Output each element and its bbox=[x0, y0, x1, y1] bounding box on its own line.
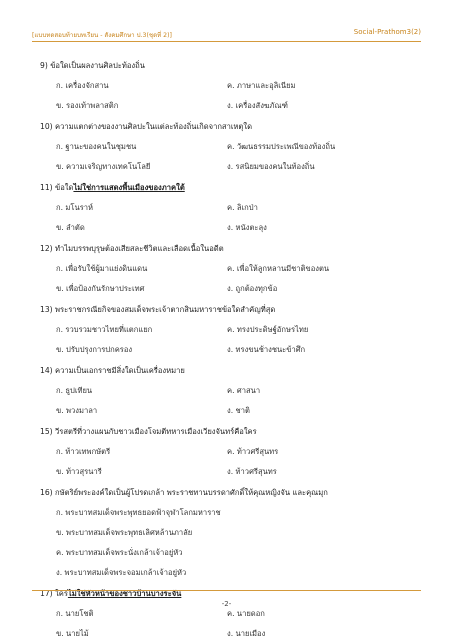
option-row bbox=[40, 462, 420, 482]
option-d[interactable]: ง. พระบาทสมเด็จพระจอมเกล้าเจ้าอยู่หัว bbox=[56, 568, 187, 577]
option-b[interactable]: ข. ปรับปรุงการปกครอง bbox=[56, 345, 133, 354]
option-row bbox=[40, 137, 420, 157]
option-a[interactable]: ก. มโนราห์ bbox=[56, 203, 94, 212]
option-a[interactable]: ก. พระบาทสมเด็จพระพุทธยอดฟ้าจุฬาโลกมหาราช bbox=[56, 508, 221, 517]
option-a[interactable]: ก. ฐานะของคนในชุมชน bbox=[56, 142, 137, 151]
option-row bbox=[40, 320, 420, 340]
page-header bbox=[32, 27, 421, 41]
option-d[interactable]: ง. ชาติ bbox=[227, 406, 250, 415]
option-row bbox=[40, 523, 420, 543]
option-a[interactable]: ก. เครื่องจักสาน bbox=[56, 81, 109, 90]
header-code: Social-Prathom3(2) bbox=[353, 28, 421, 36]
option-b[interactable]: ข. พระบาทสมเด็จพระพุทธเลิศหล้านภาลัย bbox=[56, 528, 193, 537]
option-c[interactable]: ค. ลิเกป่า bbox=[227, 203, 258, 212]
option-c[interactable]: ค. ท้าวศรีสุนทร bbox=[227, 447, 279, 456]
option-c[interactable]: ค. พระบาทสมเด็จพระนั่งเกล้าเจ้าอยู่หัว bbox=[56, 548, 183, 557]
question-15 bbox=[40, 421, 420, 482]
question-text-emphasis: ไม่ใช่การแสดงพื้นเมืองของภาคใต้ bbox=[73, 183, 185, 192]
option-b[interactable]: ข. รองเท้าพลาสติก bbox=[56, 101, 119, 110]
option-b[interactable]: ข. ท้าวสุรนารี bbox=[56, 467, 102, 476]
footer-divider bbox=[32, 590, 421, 591]
option-d[interactable]: ง. นายเมือง bbox=[227, 629, 266, 638]
option-b[interactable]: ข. นายไม้ bbox=[56, 629, 89, 638]
option-row bbox=[40, 624, 420, 644]
option-d[interactable]: ง. ท้าวศรีสุนทร bbox=[227, 467, 277, 476]
question-16 bbox=[40, 482, 420, 583]
option-row bbox=[40, 198, 420, 218]
question-text: 9) ข้อใดเป็นผลงานศิลปะท้องถิ่น bbox=[40, 61, 145, 70]
question-text: 10) ความแตกต่างของงานศิลปะในแต่ละท้องถิ่นเกิดจากสาเหตุใด bbox=[40, 122, 253, 131]
option-a[interactable]: ก. เพื่อรับใช้ผู้มาแย่งดินแดน bbox=[56, 264, 148, 273]
question-list bbox=[40, 55, 420, 644]
option-c[interactable]: ค. วัฒนธรรมประเพณีของท้องถิ่น bbox=[227, 142, 336, 151]
question-text bbox=[40, 177, 420, 198]
question-10 bbox=[40, 116, 420, 177]
question-17 bbox=[40, 583, 420, 644]
option-row bbox=[40, 401, 420, 421]
option-b[interactable]: ข. ลำตัด bbox=[56, 223, 85, 232]
header-title: [แบบทดสอบท้ายบทเรียน - สังคมศึกษา ป.3(ชุดที่ 2)] bbox=[32, 32, 172, 39]
question-14 bbox=[40, 360, 420, 421]
question-13 bbox=[40, 299, 420, 360]
option-a[interactable]: ก. ท้าวเทพกษัตรี bbox=[56, 447, 111, 456]
option-a[interactable]: ก. ธูปเทียน bbox=[56, 386, 93, 395]
question-11 bbox=[40, 177, 420, 238]
option-d[interactable]: ง. เครื่องสังฆภัณฑ์ bbox=[227, 101, 288, 110]
option-c[interactable]: ค. ภาษาและอุลิเนียม bbox=[227, 81, 296, 90]
question-text: 13) พระราชกรณียกิจของสมเด็จพระเจ้าตากสินมหาราชข้อใดสำคัญที่สุด bbox=[40, 305, 276, 314]
option-row bbox=[40, 340, 420, 360]
question-text-emphasis: ไม่ใช่หัวหน้าของชาวบ้านบางระจัน bbox=[67, 589, 182, 598]
question-text: 15) วีรสตรีที่วางแผนกับชาวเมืองโจมตีทหารเมืองเวียงจันทร์คือใคร bbox=[40, 427, 257, 436]
question-text: 16) กษัตริย์พระองค์ใดเป็นผู้โปรดเกล้า พระราชทานบรรดาศักดิ์ให้คุณหญิงจัน และคุณมุก bbox=[40, 488, 328, 497]
question-text-prefix: 11) ข้อใด bbox=[40, 183, 74, 192]
option-row bbox=[40, 563, 420, 583]
option-row bbox=[40, 442, 420, 462]
option-row bbox=[40, 157, 420, 177]
option-row bbox=[40, 218, 420, 238]
question-text: 12) ทำไมบรรพบุรุษต้องเสียสละชีวิตและเลือดเนื้อในอดีต bbox=[40, 244, 224, 253]
option-row bbox=[40, 259, 420, 279]
option-a[interactable]: ก. รวบรวมชาวไทยที่แตกแยก bbox=[56, 325, 153, 334]
header-divider bbox=[32, 41, 421, 42]
option-b[interactable]: ข. เพื่อป้องกันรักษาประเทศ bbox=[56, 284, 145, 293]
option-a[interactable]: ก. นายโชติ bbox=[56, 609, 94, 618]
option-row bbox=[40, 96, 420, 116]
option-d[interactable]: ง. ทรงขนช้างชนะข้าศึก bbox=[227, 345, 306, 354]
option-d[interactable]: ง. ถูกต้องทุกข้อ bbox=[227, 284, 278, 293]
page-number: -2- bbox=[221, 600, 232, 608]
option-row bbox=[40, 76, 420, 96]
option-c[interactable]: ค. นายดอก bbox=[227, 609, 265, 618]
option-row bbox=[40, 381, 420, 401]
option-row bbox=[40, 543, 420, 563]
option-d[interactable]: ง. หนังตะลุง bbox=[227, 223, 267, 232]
option-b[interactable]: ข. ความเจริญทางเทคโนโลยี bbox=[56, 162, 151, 171]
option-row bbox=[40, 279, 420, 299]
option-c[interactable]: ค. เพื่อให้ลูกหลานมีชาติของตน bbox=[227, 264, 330, 273]
option-b[interactable]: ข. พวงมาลา bbox=[56, 406, 98, 415]
question-text-prefix: 17) ใคร bbox=[40, 589, 68, 598]
question-text: 14) ความเป็นเอกราชมีสิ่งใดเป็นเครื่องหมาย bbox=[40, 366, 185, 375]
question-12 bbox=[40, 238, 420, 299]
option-c[interactable]: ค. ทรงประดิษฐ์อักษรไทย bbox=[227, 325, 309, 334]
option-row bbox=[40, 503, 420, 523]
option-d[interactable]: ง. รสนิยมของคนในท้องถิ่น bbox=[227, 162, 315, 171]
question-9 bbox=[40, 55, 420, 116]
option-c[interactable]: ค. ศาสนา bbox=[227, 386, 261, 395]
